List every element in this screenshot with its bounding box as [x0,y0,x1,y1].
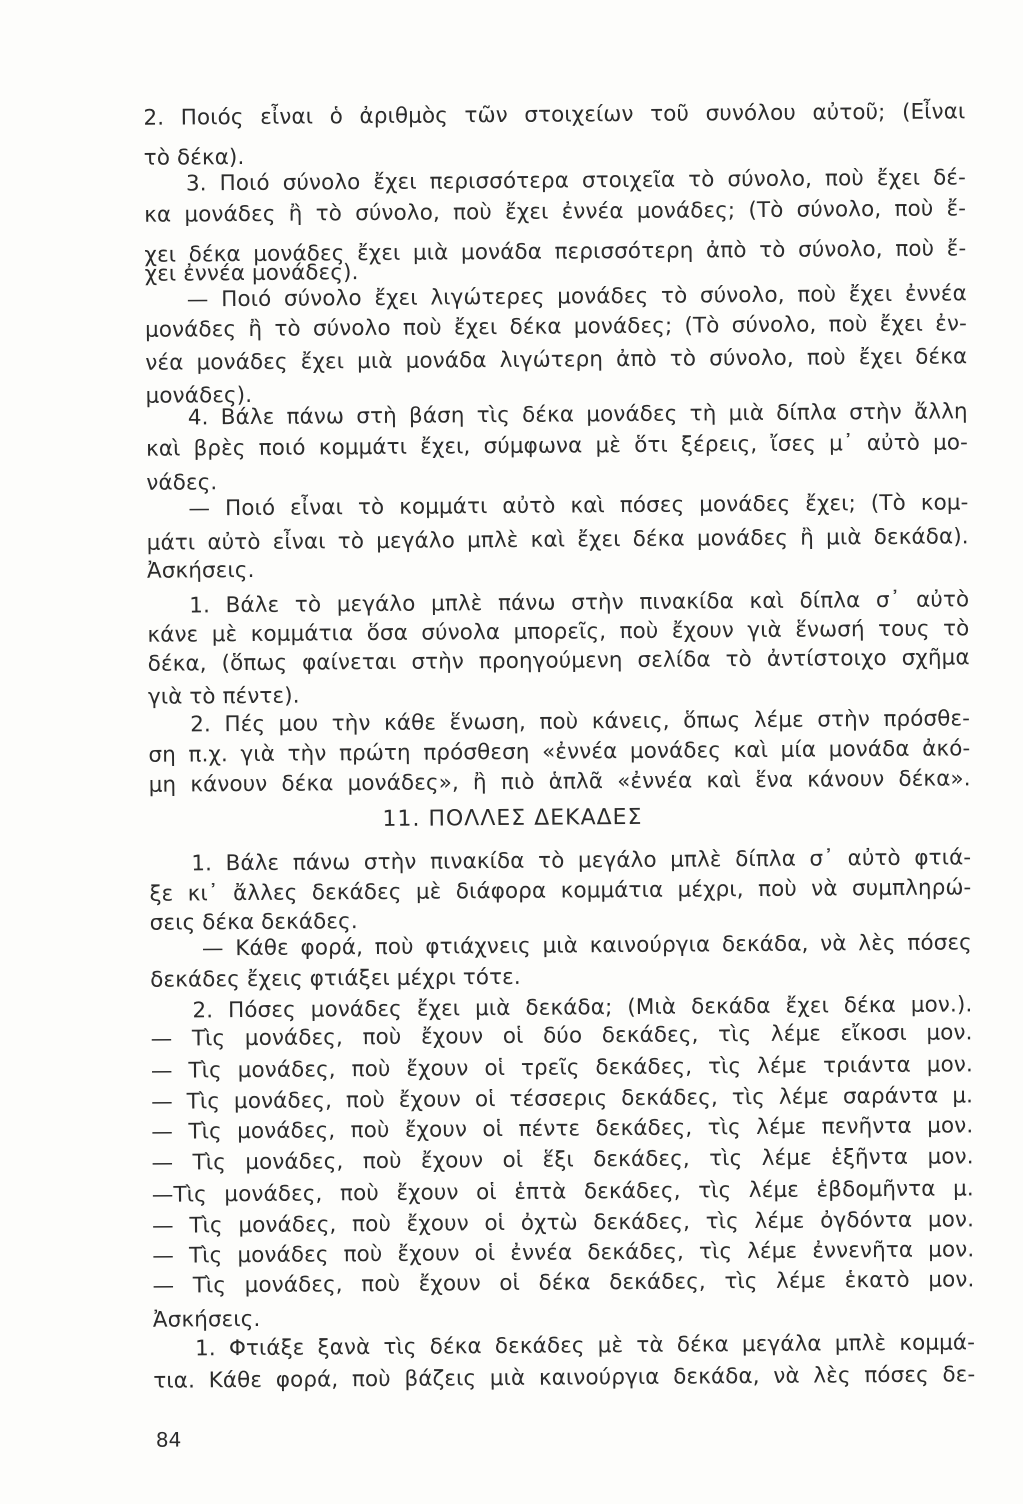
text-line: νάδες. [146,470,218,496]
text-line: 2. Ποιός εἶναι ὁ ἀριθμὸς τῶν στοιχείων τοῦ συνόλου αὐτοῦ; (Εἶναι [143,99,966,131]
text-line: 1. Βάλε πάνω στὴν πινακίδα τὸ μεγάλο μπλὲ δίπλα σ᾽ αὐτὸ φτιά- [191,845,972,877]
text-line: — Τὶς μονάδες, ποὺ ἔχουν οἱ ἕξι δεκάδες, τὶς λέμε ἑξῆντα μον. [151,1144,974,1176]
text-line: ξε κι᾽ ἄλλες δεκάδες μὲ διάφορα κομμάτια μέχρι, ποὺ νὰ συμπληρώ- [149,875,972,907]
text-line: 2. Πές μου τὴν κάθε ἕνωση, ποὺ κάνεις, ὅπως λέμε στὴν πρόσθε- [190,706,971,738]
text-line: 3. Ποιό σύνολο ἔχει περισσότερα στοιχεῖα τὸ σύνολο, ποὺ ἔχει δέ- [185,165,967,197]
text-line: 2. Πόσες μονάδες ἔχει μιὰ δεκάδα; (Μιὰ δεκάδα ἔχει δέκα μον.). [192,992,973,1024]
text-line: — Τὶς μονάδες, ποὺ ἔχουν οἱ ὀχτὼ δεκάδες, τὶς λέμε ὀγδόντα μον. [152,1207,975,1239]
text-line: μάτι αὐτὸ εἶναι τὸ μεγάλο μπλὲ καὶ ἔχει δέκα μονάδες ἢ μιὰ δεκάδα). [146,524,969,556]
text-line: δεκάδες ἔχεις φτιάξει μέχρι τότε. [150,964,521,993]
text-line: — Κάθε φορά, ποὺ φτιάχνεις μιὰ καινούργια δεκάδα, νὰ λὲς πόσες [201,930,972,962]
text-line: — Τὶς μονάδες, ποὺ ἔχουν οἱ δέκα δεκάδες, τὶς λέμε ἑκατὸ μον. [152,1267,975,1299]
text-line: χει ἐννέα μονάδες). [144,260,359,287]
text-line: καὶ βρὲς ποιό κομμάτι ἔχει, σύμφωνα μὲ ὅτι ξέρεις, ἴσες μ᾽ αὐτὸ μο- [145,430,969,462]
text-line: 1. Βάλε τὸ μεγάλο μπλὲ πάνω στὴν πινακίδα καὶ δίπλα σ᾽ αὐτὸ [189,587,970,619]
text-line: μονάδες ἢ τὸ σύνολο ποὺ ἔχει δέκα μονάδες; (Τὸ σύνολο, ποὺ ἔχει ἐν- [144,311,968,343]
text-line: γιὰ τὸ πέντε). [147,683,300,710]
text-line: τὸ δέκα). [143,144,245,171]
text-line: — Τὶς μονάδες, ποὺ ἔχουν οἱ δύο δεκάδες, τὶς λέμε εἴκοσι μον. [150,1020,973,1052]
text-line: 4. Βάλε πάνω στὴ βάση τὶς δέκα μονάδες τὴ μιὰ δίπλα στὴν ἄλλη [187,399,968,431]
text-line: μη κάνουν δέκα μονάδες», ἢ πιὸ ἁπλᾶ «ἐννέα καὶ ἕνα κάνουν δέκα». [148,766,971,798]
text-line: σεις δέκα δεκάδες. [149,909,358,936]
text-line: — Τὶς μονάδες, ποὺ ἔχουν οἱ τρεῖς δεκάδες, τὶς λέμε τριάντα μον. [150,1052,973,1084]
text-line: Ἀσκήσεις. [152,1306,261,1333]
text-line: — Τὶς μονάδες, ποὺ ἔχουν οἱ πέντε δεκάδες, τὶς λέμε πενῆντα μον. [151,1113,974,1145]
text-line: 1. Φτιάξε ξανὰ τὶς δέκα δεκάδες μὲ τὰ δέκα μεγάλα μπλὲ κομμά- [194,1330,976,1362]
text-line: — Ποιό σύνολο ἔχει λιγώτερες μονάδες τὸ σύνολο, ποὺ ἔχει ἐννέα [186,281,967,313]
page-number: 84 [155,1427,182,1452]
text-line: — Ποιό εἶναι τὸ κομμάτι αὐτὸ καὶ πόσες μονάδες ἔχει; (Τὸ κομ- [188,490,969,522]
text-line: νέα μονάδες ἔχει μιὰ μονάδα λιγώτερη ἀπὸ τὸ σύνολο, ποὺ ἔχει δέκα [145,344,968,376]
text-line: κα μονάδες ἢ τὸ σύνολο, ποὺ ἔχει ἐννέα μονάδες; (Τὸ σύνολο, ποὺ ἔ- [144,196,967,228]
text-line: — Τὶς μονάδες ποὺ ἔχουν οἱ ἐννέα δεκάδες, τὶς λέμε ἐννενῆτα μον. [152,1237,975,1269]
text-line: ση π.χ. γιὰ τὴν πρώτη πρόσθεση «ἐννέα μονάδες καὶ μία μονάδα ἀκό- [148,736,971,768]
text-line: χει δέκα μονάδες ἔχει μιὰ μονάδα περισσότερη ἀπὸ τὸ σύνολο, ποὺ ἔ- [144,236,967,268]
text-line: μονάδες). [145,382,253,409]
text-line: δέκα, (ὅπως φαίνεται στὴν προηγούμενη σελίδα τὸ ἀντίστοιχο σχῆμα [147,645,970,677]
section-heading: 11. ΠΟΛΛΕΣ ΔΕΚΑΔΕΣ [382,804,643,832]
text-line: τια. Κάθε φορά, ποὺ βάζεις μιὰ καινούργια δεκάδα, νὰ λὲς πόσες δε- [153,1362,976,1394]
text-line: Ἀσκήσεις. [146,557,255,584]
text-line: κάνε μὲ κομμάτια ὅσα σύνολα μπορεῖς, ποὺ ἔχουν γιὰ ἕνωσή τους τὸ [147,616,970,648]
text-line: —Τὶς μονάδες, ποὺ ἔχουν οἱ ἑπτὰ δεκάδες, τὶς λέμε ἑβδομῆντα μ. [151,1176,974,1208]
text-line: — Τὶς μονάδες, ποὺ ἔχουν οἱ τέσσερις δεκάδες, τὶς λέμε σαράντα μ. [151,1083,974,1115]
